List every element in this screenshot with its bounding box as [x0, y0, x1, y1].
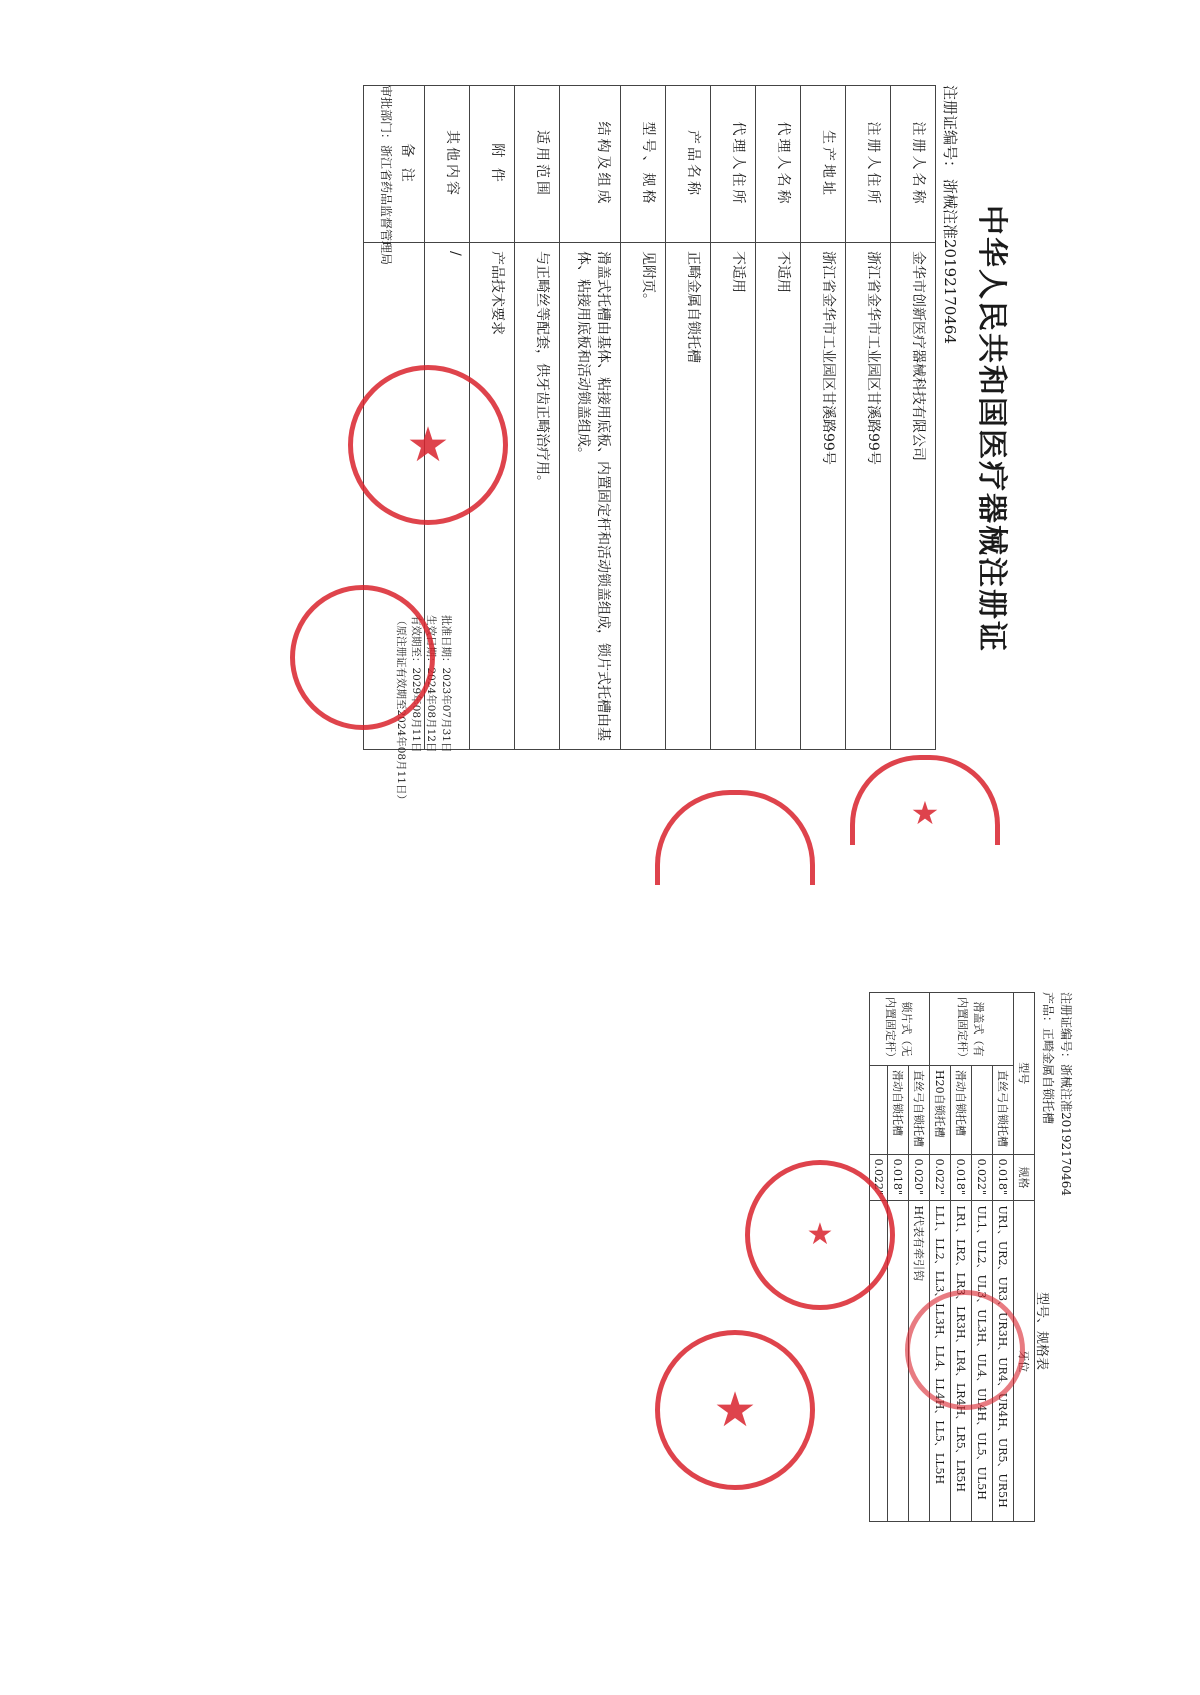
spec-cell: 0.020" [909, 1154, 930, 1201]
table-row [972, 993, 993, 1522]
certificate-number [940, 85, 961, 348]
teeth-cell: LL1、LL2、LL3、LL3H、LL4、LL4H、LL5、LL5H [930, 1201, 951, 1522]
certificate-title: 中华人民共和国医疗器械注册证 [974, 205, 1009, 653]
model-cell [972, 1066, 993, 1155]
row-value: 产品技术要求 [470, 243, 515, 750]
star-icon: ★ [806, 1217, 834, 1252]
row-value: 金华市创新医疗器械科技有限公司 [891, 243, 936, 750]
table-row [888, 993, 909, 1522]
teeth-cell [888, 1201, 909, 1522]
teeth-cell: UR1、UR2、UR3、UR3H、UR4、UR4H、UR5、UR5H [993, 1201, 1014, 1522]
spec-cell: 0.018" [993, 1154, 1014, 1201]
original-validity-note: （原注册证有效期至2024年08月11日） [395, 615, 407, 805]
model-cell: H20自锁托槽 [930, 1066, 951, 1155]
table-row [515, 86, 560, 750]
model-cell: 滑动自锁托槽 [951, 1066, 972, 1155]
certificate-number-value: 浙械注准20192170464 [941, 179, 959, 344]
spec-cell: 0.022" [870, 1154, 888, 1201]
row-label: 型号、规格 [621, 86, 666, 243]
row-value: 浙江省金华市工业园区甘溪路99号 [846, 243, 891, 750]
row-label: 代理人住所 [711, 86, 756, 243]
row-label: 生产地址 [801, 86, 846, 243]
star-icon: ★ [406, 417, 450, 473]
row-label: 产品名称 [666, 86, 711, 243]
row-value: 不适用 [756, 243, 801, 750]
table-row [891, 86, 936, 750]
header-model: 型号 [1014, 993, 1035, 1155]
star-icon: ★ [713, 1382, 757, 1438]
row-label: 结构及组成 [560, 86, 621, 243]
table-row [756, 86, 801, 750]
row-label: 注册人名称 [891, 86, 936, 243]
row-value: 与正畸丝等配套，供牙齿正畸治疗用。 [515, 243, 560, 750]
spec-cell: 0.022" [930, 1154, 951, 1201]
table-row [801, 86, 846, 750]
row-label: 适用范围 [515, 86, 560, 243]
spec-sheet [745, 992, 1075, 1592]
row-value: 正畸金属自锁托槽 [666, 243, 711, 750]
spec-certificate-number: 注册证编号：浙械注准20192170464 [1059, 992, 1073, 1196]
row-value: 浙江省金华市工业园区甘溪路99号 [801, 243, 846, 750]
teeth-cell [870, 1201, 888, 1522]
approval-date: 批准日期：2023年07月31日 [440, 615, 452, 753]
table-row [560, 86, 621, 750]
row-label: 附 件 [470, 86, 515, 243]
table-row [470, 86, 515, 750]
row-value: 滑盖式托槽由基体、粘接用底板、内置固定杆和活动锁盖组成，锁片式托槽由基体、粘接用底板和活动锁盖组成。 [560, 243, 621, 750]
table-row [711, 86, 756, 750]
teeth-cell: UL1、UL2、UL3、UL3H、UL4、UL4H、UL5、UL5H [972, 1201, 993, 1522]
table-header-row [1014, 993, 1035, 1522]
table-row [621, 86, 666, 750]
model-cell: 直丝弓自锁托槽 [909, 1066, 930, 1155]
spec-table [869, 992, 1035, 1522]
model-cell: 滑动自锁托槽 [888, 1066, 909, 1155]
certificate-sheet [379, 85, 1025, 835]
row-label: 代理人名称 [756, 86, 801, 243]
group-type: 锁片式（无内置固定杆） [870, 993, 930, 1066]
approval-department: 审批部门：浙江省药品监督管理局 [379, 85, 393, 266]
table-row [846, 86, 891, 750]
spec-product-name: 产品：正畸金属自锁托槽 [1041, 992, 1055, 1125]
table-row [993, 993, 1014, 1522]
validity-dates [393, 615, 453, 805]
spec-cell: 0.018" [888, 1154, 909, 1201]
effective-date: 生效日期：2024年08月12日 [425, 615, 437, 753]
teeth-cell: H代表有牵引钩 [909, 1201, 930, 1522]
row-value: 不适用 [711, 243, 756, 750]
spec-cell: 0.022" [972, 1154, 993, 1201]
model-cell [870, 1066, 888, 1155]
header-spec: 规格 [1014, 1154, 1035, 1201]
table-row [666, 86, 711, 750]
teeth-cell: LR1、LR2、LR3、LR3H、LR4、LR4H、LR5、LR5H [951, 1201, 972, 1522]
table-row [930, 993, 951, 1522]
row-label: 注册人住所 [846, 86, 891, 243]
group-type: 滑盖式（有内置固定杆） [930, 993, 1014, 1066]
spec-table-title: 型号、规格表 [1034, 1292, 1049, 1371]
header-teeth: 牙位 [1014, 1201, 1035, 1522]
table-row [909, 993, 930, 1522]
model-cell: 直丝弓自锁托槽 [993, 1066, 1014, 1155]
table-row [951, 993, 972, 1522]
star-icon: ★ [910, 793, 940, 832]
row-value: 见附页。 [621, 243, 666, 750]
row-label: 备 注 [364, 86, 425, 243]
expiry-date: 有效期至：2029年08月11日 [410, 615, 422, 753]
spec-cell: 0.018" [951, 1154, 972, 1201]
row-label: 其他内容 [425, 86, 470, 243]
table-row [870, 993, 888, 1522]
row-value: / [425, 243, 470, 750]
certificate-number-label: 注册证编号： [941, 85, 959, 176]
